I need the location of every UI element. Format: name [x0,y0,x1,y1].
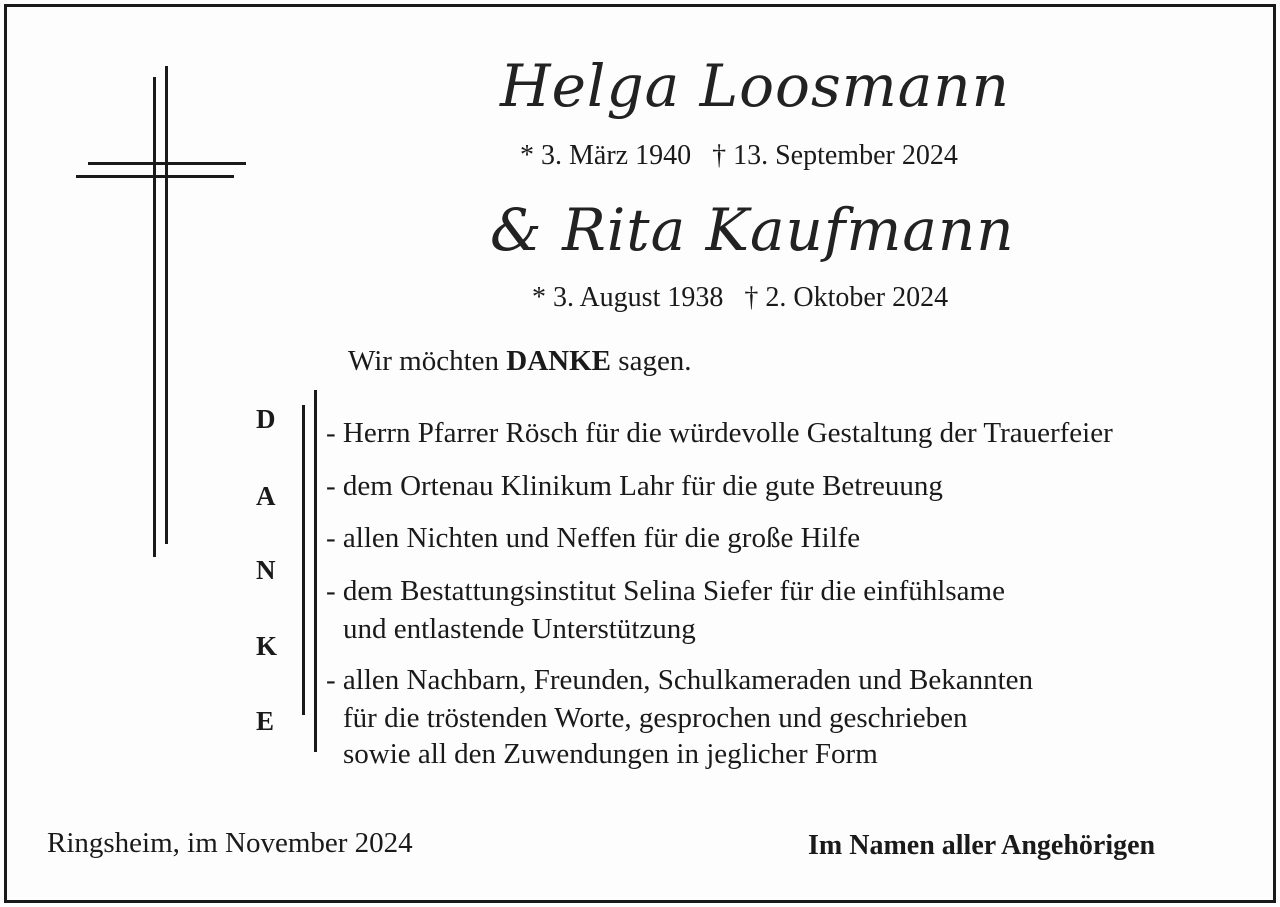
danke-letter: K [256,631,278,661]
intro-suffix: sagen. [618,345,692,377]
thanks-item: - dem Bestattungsinstitut Selina Siefer für die einfühlsame [326,575,1005,607]
thanks-item-continued: sowie all den Zuwendungen in jeglicher Form [343,738,878,770]
thanks-item: - allen Nachbarn, Freunden, Schulkameraden und Bekannten [326,664,1034,696]
danke-letter: A [256,481,276,511]
thanks-item: - allen Nichten und Neffen für die große Hilfe [326,522,861,554]
divider-line [314,390,317,752]
danke-letter: N [256,555,276,585]
intro-line [348,345,692,378]
person2-name: & Rita Kaufmann [490,196,1015,264]
thanks-item: - Herrn Pfarrer Rösch für die würdevolle Gestaltung der Trauerfeier [326,417,1113,449]
danke-letter: E [256,706,275,736]
thanks-item-continued: für die tröstenden Worte, gesprochen und geschrieben [343,702,968,734]
divider-line [302,405,305,715]
person2-dates: * 3. August 1938 † 2. Oktober 2024 [532,282,949,313]
person1-dates: * 3. März 1940 † 13. September 2024 [520,140,958,171]
intro-emphasis: DANKE [506,345,612,377]
thanks-item-continued: und entlastende Unterstützung [343,613,696,645]
intro-prefix: Wir möchten [348,345,500,377]
danke-letter: D [256,404,276,434]
thanks-item: - dem Ortenau Klinikum Lahr für die gute Betreuung [326,470,943,502]
place-date: Ringsheim, im November 2024 [47,827,413,859]
signature: Im Namen aller Angehörigen [808,830,1156,861]
person1-name: Helga Loosmann [500,52,1011,120]
